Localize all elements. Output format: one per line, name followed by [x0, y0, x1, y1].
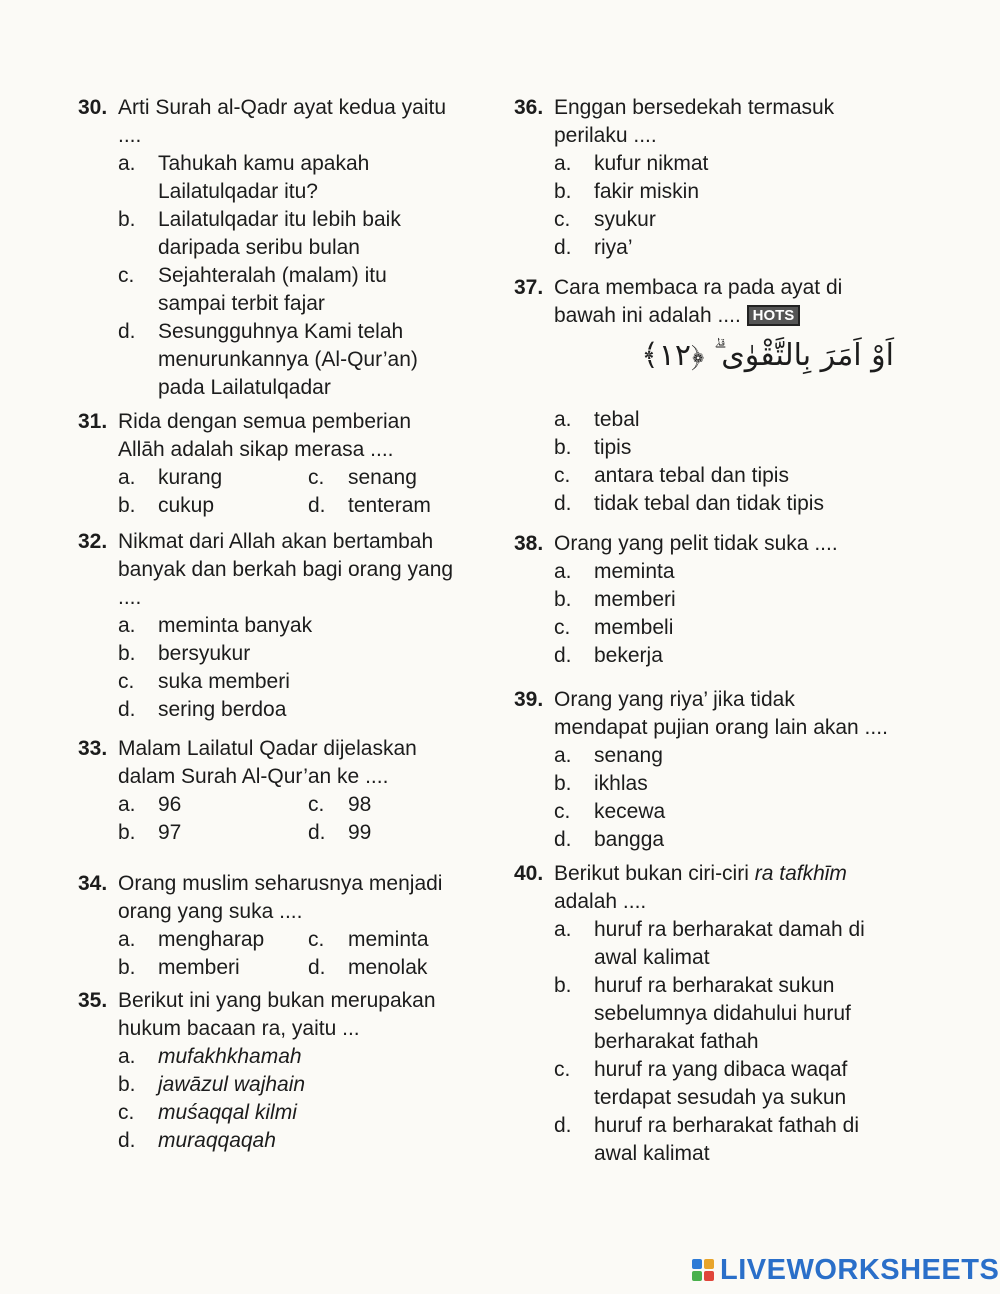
option-letter: a.	[554, 152, 572, 175]
option-letter: a.	[118, 614, 136, 637]
option-a[interactable]	[554, 150, 894, 178]
option-text: jawāzul wajhain	[158, 1073, 306, 1096]
option-a[interactable]	[554, 742, 894, 770]
question-text: Orang muslim seharusnya menjadi orang yang suka ....	[118, 872, 443, 923]
option-b[interactable]	[118, 1071, 458, 1099]
option-text: membeli	[594, 616, 674, 639]
option-c[interactable]	[554, 614, 894, 642]
option-letter: b.	[554, 772, 572, 795]
option-letter: a.	[118, 793, 136, 816]
option-letter: d.	[308, 821, 326, 844]
option-text: huruf ra yang dibaca waqaf terdapat sesudah ya sukun	[594, 1058, 848, 1109]
option-c[interactable]	[554, 798, 894, 826]
option-d[interactable]	[118, 696, 458, 724]
option-text: meminta	[348, 928, 429, 951]
option-text: meminta banyak	[158, 614, 313, 637]
option-c[interactable]	[554, 1056, 894, 1112]
option-text: memberi	[594, 588, 676, 611]
question-number: 38.	[514, 532, 544, 555]
option-text: kecewa	[594, 800, 666, 823]
option-letter: d.	[554, 644, 572, 667]
option-b[interactable]	[554, 178, 894, 206]
option-text: menolak	[348, 956, 428, 979]
option-letter: d.	[118, 698, 136, 721]
question-text: Berikut ini yang bukan merupakan hukum bacaan ra, yaitu ...	[118, 989, 436, 1040]
question-32	[78, 528, 458, 724]
option-text: suka memberi	[158, 670, 290, 693]
brand-name: LIVEWORKSHEETS	[720, 1253, 1000, 1286]
question-33	[78, 735, 458, 847]
option-d[interactable]	[118, 318, 458, 402]
option-letter: b.	[118, 208, 136, 231]
option-c[interactable]	[554, 206, 894, 234]
option-letter: a.	[118, 1045, 136, 1068]
question-number: 36.	[514, 96, 544, 119]
question-37	[514, 274, 894, 518]
option-text: bersyukur	[158, 642, 251, 665]
option-letter: c.	[308, 928, 325, 951]
option-text: kufur nikmat	[594, 152, 709, 175]
option-letter: a.	[118, 466, 136, 489]
option-a[interactable]	[554, 916, 894, 972]
question-text: Orang yang riya’ jika tidak mendapat pujian orang lain akan ....	[554, 688, 888, 739]
option-letter: c.	[118, 264, 135, 287]
option-text: senang	[348, 466, 417, 489]
question-text: Malam Lailatul Qadar dijelaskan dalam Surah Al-Qur’an ke ....	[118, 737, 417, 788]
option-letter: c.	[118, 1101, 135, 1124]
option-letter: b.	[118, 821, 136, 844]
option-b[interactable]	[554, 770, 894, 798]
option-text: mengharap	[158, 928, 265, 951]
option-text: 98	[348, 793, 372, 816]
option-text: senang	[594, 744, 663, 767]
option-text: 99	[348, 821, 372, 844]
option-letter: d.	[554, 492, 572, 515]
option-letter: b.	[118, 494, 136, 517]
option-letter: c.	[118, 670, 135, 693]
question-34	[78, 870, 458, 982]
question-text-end: adalah ....	[554, 890, 647, 913]
option-letter: b.	[118, 956, 136, 979]
option-letter: a.	[554, 408, 572, 431]
question-text	[554, 274, 894, 330]
option-row	[118, 464, 458, 492]
option-letter: a.	[118, 928, 136, 951]
option-letter: b.	[554, 588, 572, 611]
option-letter: d.	[308, 956, 326, 979]
option-letter: c.	[554, 800, 571, 823]
option-letter: d.	[554, 1114, 572, 1137]
option-text: 97	[158, 821, 182, 844]
option-d[interactable]	[118, 1127, 458, 1155]
option-c[interactable]	[554, 462, 894, 490]
option-row	[118, 954, 458, 982]
option-text: antara tebal dan tipis	[594, 464, 789, 487]
option-text: Lailatulqadar itu lebih baik daripada seribu bulan	[158, 208, 401, 259]
option-text: riya’	[594, 236, 633, 259]
option-text: bangga	[594, 828, 665, 851]
option-row	[118, 819, 458, 847]
question-number: 32.	[78, 530, 108, 553]
option-letter: b.	[118, 1073, 136, 1096]
option-text: tenteram	[348, 494, 431, 517]
option-text: 96	[158, 793, 182, 816]
question-text-term: ra tafkhīm	[754, 862, 847, 885]
option-letter: d.	[118, 320, 136, 343]
option-d[interactable]	[554, 234, 894, 262]
option-b[interactable]	[554, 434, 894, 462]
option-a[interactable]	[118, 1043, 458, 1071]
option-b[interactable]	[554, 586, 894, 614]
option-d[interactable]	[554, 490, 894, 518]
option-a[interactable]	[554, 558, 894, 586]
option-a[interactable]	[554, 406, 894, 434]
option-text: mufakhkhamah	[158, 1045, 302, 1068]
liveworksheets-icon	[692, 1259, 714, 1281]
option-letter: d.	[554, 236, 572, 259]
option-text: tidak tebal dan tidak tipis	[594, 492, 824, 515]
arabic-verse: اَوْ اَمَرَ بِالتَّقْوٰى ۗ ﴿١٢﴾	[641, 338, 894, 373]
option-d[interactable]	[554, 826, 894, 854]
option-text: cukup	[158, 494, 215, 517]
question-35	[78, 987, 458, 1155]
option-c[interactable]	[118, 1099, 458, 1127]
question-text	[554, 860, 894, 916]
option-text: kurang	[158, 466, 223, 489]
question-38	[514, 530, 894, 670]
option-c[interactable]	[118, 668, 458, 696]
option-d[interactable]	[554, 1112, 894, 1168]
question-number: 39.	[514, 688, 544, 711]
option-letter: c.	[554, 616, 571, 639]
option-a[interactable]	[118, 612, 458, 640]
option-text: Sejahteralah (malam) itu sampai terbit fajar	[158, 264, 387, 315]
option-letter: b.	[118, 642, 136, 665]
option-text: meminta	[594, 560, 675, 583]
question-number: 40.	[514, 862, 544, 885]
option-text: bekerja	[594, 644, 663, 667]
option-d[interactable]	[554, 642, 894, 670]
option-b[interactable]	[118, 640, 458, 668]
option-text: Tahukah kamu apakah Lailatulqadar itu?	[158, 152, 370, 203]
option-letter: a.	[554, 744, 572, 767]
question-30	[78, 94, 458, 402]
question-text: Orang yang pelit tidak suka ....	[554, 532, 838, 555]
option-row	[118, 926, 458, 954]
question-text: Enggan bersedekah termasuk perilaku ....	[554, 96, 835, 147]
option-letter: a.	[118, 152, 136, 175]
question-number: 34.	[78, 872, 108, 895]
option-letter: c.	[554, 1058, 571, 1081]
option-letter: b.	[554, 974, 572, 997]
option-b[interactable]	[554, 972, 894, 1056]
option-letter: b.	[554, 436, 572, 459]
question-39	[514, 686, 894, 854]
question-number: 35.	[78, 989, 108, 1012]
question-40	[514, 860, 894, 1168]
option-text: fakir miskin	[594, 180, 700, 203]
option-letter: b.	[554, 180, 572, 203]
option-text: huruf ra berharakat sukun sebelumnya didahului huruf berharakat fathah	[594, 974, 851, 1053]
option-letter: d.	[554, 828, 572, 851]
option-a[interactable]	[118, 150, 458, 206]
option-text: muraqqaqah	[158, 1129, 276, 1152]
question-31	[78, 408, 458, 520]
option-letter: c.	[308, 793, 325, 816]
option-letter: a.	[554, 560, 572, 583]
question-text: Rida dengan semua pemberian Allāh adalah sikap merasa ....	[118, 410, 412, 461]
option-b[interactable]	[118, 206, 458, 262]
option-letter: c.	[554, 208, 571, 231]
question-number: 30.	[78, 96, 108, 119]
option-letter: c.	[308, 466, 325, 489]
option-text: huruf ra berharakat damah di awal kalimat	[594, 918, 865, 969]
option-text: ikhlas	[594, 772, 648, 795]
question-text: Nikmat dari Allah akan bertambah banyak dan berkah bagi orang yang ....	[118, 530, 454, 609]
question-number: 31.	[78, 410, 108, 433]
option-c[interactable]	[118, 262, 458, 318]
question-36	[514, 94, 894, 262]
option-text: memberi	[158, 956, 240, 979]
option-text: muśaqqal kilmi	[158, 1101, 297, 1124]
question-text-body: Cara membaca ra pada ayat di bawah ini adalah ....	[554, 276, 843, 327]
option-text: tipis	[594, 436, 632, 459]
option-text: huruf ra berharakat fathah di awal kalimat	[594, 1114, 860, 1165]
option-letter: d.	[308, 494, 326, 517]
option-letter: d.	[118, 1129, 136, 1152]
option-text: Sesungguhnya Kami telah menurunkannya (Al-Qur’an) pada Lailatulqadar	[158, 320, 418, 399]
option-letter: a.	[554, 918, 572, 941]
question-number: 33.	[78, 737, 108, 760]
question-text-body: Berikut bukan ciri-ciri	[554, 862, 749, 885]
liveworksheets-logo	[692, 1253, 999, 1287]
option-text: tebal	[594, 408, 640, 431]
question-number: 37.	[514, 276, 544, 299]
option-row	[118, 791, 458, 819]
option-text: syukur	[594, 208, 656, 231]
option-text: sering berdoa	[158, 698, 287, 721]
hots-badge: HOTS	[747, 305, 801, 326]
question-text: Arti Surah al-Qadr ayat kedua yaitu ....	[118, 96, 447, 147]
option-letter: c.	[554, 464, 571, 487]
option-row	[118, 492, 458, 520]
